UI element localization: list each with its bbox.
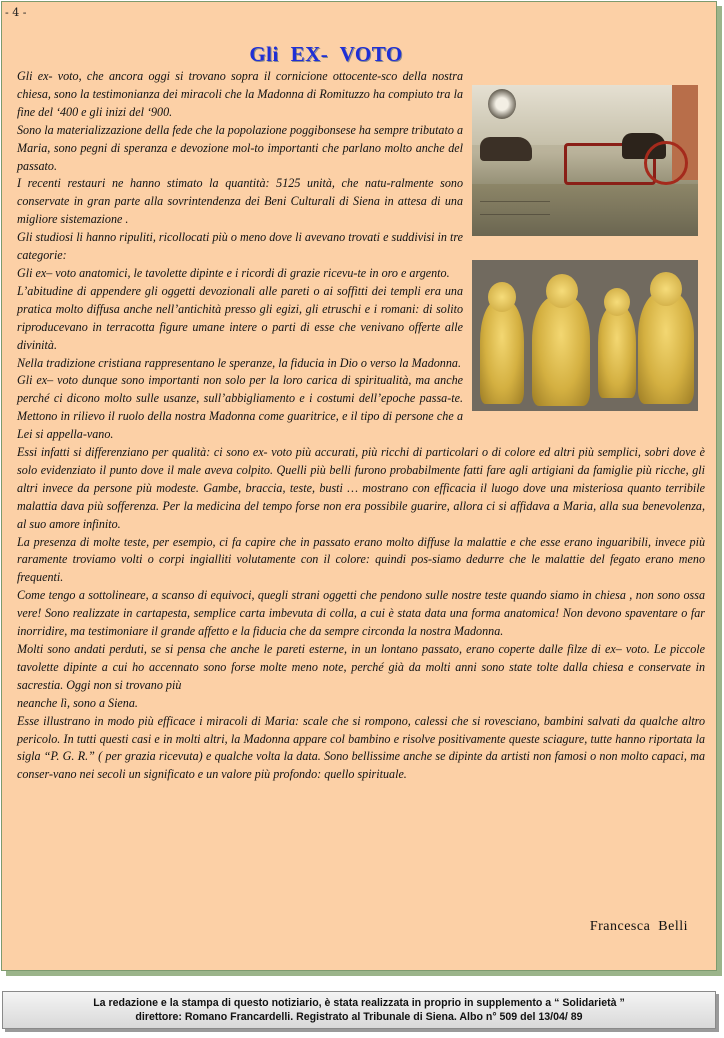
paragraph: Essi infatti si differenziano per qualità: ci sono ex- voto più accurati, più ricchi di particolari o di colore ed altri più semplici, sobri dove è solo evidenziato il punto dove il male aveva colpito. Quelli più belli furono probabilmente fatti fare agli artigiani da famiglie più ricche, gli altri invece da persone più modeste. Gambe, braccia, teste, busti … mostrano con efficacia il luogo dove una misteriosa quanto terribile malattia dava più sofferenza. Per la medicina del tempo forse non era possibile guarire, allora ci si affidava a Maria, alla sua benevolenza, al suo amore infinito. <box>17 445 705 531</box>
paragraph: Come tengo a sottolineare, a scanso di equivoci, quegli strani oggetti che pendono sulle nostre teste quando siamo in chiesa , non sono ossa vere! Sono realizzate in cartapesta, semplice carta imbevuta di colla, a cui è stata data una forma anatomica! Non devono spaventare o far inorridire, ma testimoniare il grande affetto e la fiducia che da sempre circonda la nostra Madonna. <box>17 588 705 639</box>
paragraph: Nella tradizione cristiana rappresentano le speranze, la fiducia in Dio o verso la Madonna. <box>17 355 461 370</box>
paragraph: L’abitudine di appendere gli oggetti devozionali alle pareti o ai soffitti dei templi era una pratica molto diffusa anche nell’antichità presso gli egizi, gli etruschi e i romani: di solito riproducevano in terracotta figure umane intere o parti di esse che venivano offerte alle divinità. <box>17 283 463 352</box>
paragraph: Gli studiosi li hanno ripuliti, ricollocati più o meno dove li avevano trovati e suddivisi in tre categorie: <box>17 230 463 263</box>
paragraph: Gli ex– voto dunque sono importanti non solo per la loro carica di spiritualità, ma anche perché ci dicono molto sulle usanze, sull’abbigliamento e i costumi dell’epoche passa-te. Mettono in rilievo il ruolo della nostra Madonna come guaritrice, e il tipo di persone che a Lei si appella-vano. <box>17 373 463 442</box>
anatomical-ex-voto-photo <box>472 260 698 411</box>
paragraph: Gli ex- voto, che ancora oggi si trovano sopra il cornicione ottocente-sco della nostra chiesa, sono la testimonianza dei miracoli che la Madonna di Romituzzo ha compiuto tra la fine del ‘400 e gli inizi del ‘900. <box>17 69 463 119</box>
author-signature: Francesca Belli <box>589 919 688 934</box>
paragraph: Esse illustrano in modo più efficace i miracoli di Maria: scale che si rompono, calessi che si rovesciano, bambini salvati da qualche altro pericolo. In tutti questi casi e in molti altri, la Madonna appare col bambino e risolve positivamente queste sciagure, tutte hanno riportata la sigla “P. G. R.” ( per grazia ricevuta) e qualche volta la data. Sono bellissime anche se dipinte da artisti non famosi o non molto capaci, ma conser-vano nei secoli un significato e un valore più profondo: quello spirituale. <box>17 713 705 782</box>
page-number: - 4 - <box>5 6 27 19</box>
footer-line: La redazione e la stampa di questo notiziario, è stata realizzata in proprio in supplemento a “ Solidarietà ” <box>93 997 625 1009</box>
footer-line: direttore: Romano Francardelli. Registrato al Tribunale di Siena. Albo n° 509 del 13/04/ 89 <box>135 1011 583 1023</box>
page-sheet <box>1 1 717 971</box>
paragraph: Molti sono andati perduti, se si pensa che anche le pareti esterne, in un lontano passato, erano coperte dalle filze di ex– voto. Le piccole tavolette dipinte a cui ho accennato sono forse molte meno note, perché già da molti anni sono state tolte dalla chiesa e conservate in sacrestia. Oggi non si trovano più <box>17 642 705 692</box>
article-body <box>17 68 705 784</box>
wheel-shape <box>644 141 688 185</box>
paragraph: neanche lì, sono a Siena. <box>17 695 138 710</box>
painted-tablet-photo <box>472 85 698 236</box>
article-title: Gli EX- VOTO <box>249 42 403 66</box>
paragraph: Gli ex– voto anatomici, le tavolette dipinte e i ricordi di grazie ricevu-te in oro e argento. <box>17 265 450 280</box>
footer-banner <box>2 991 716 1029</box>
tablet-inscription <box>480 201 550 215</box>
mule-shape <box>480 137 532 161</box>
paragraph: Sono la materializzazione della fede che la popolazione poggibonsese ha sempre tributato a Maria, sono pegni di speranza e devozione mol-to importanti che parlano molto anche del passato. <box>17 122 463 173</box>
paragraph: I recenti restauri ne hanno stimato la quantità: 5125 unità, che natu-ralmente sono conservate in gran parte alla sovrintendenza dei Beni Culturali di Siena in attesa di una migliore sistemazione . <box>17 176 463 227</box>
madonna-medallion-icon <box>488 89 516 119</box>
paragraph: La presenza di molte teste, per esempio, ci fa capire che in passato erano molto diffuse la malattie e che esse erano inguaribili, invece più raramente troviamo volti o corpi ingialliti volutamente con il colore: quindi pos-siamo dedurre che le malattie del fegato erano meno frequenti. <box>17 534 705 585</box>
